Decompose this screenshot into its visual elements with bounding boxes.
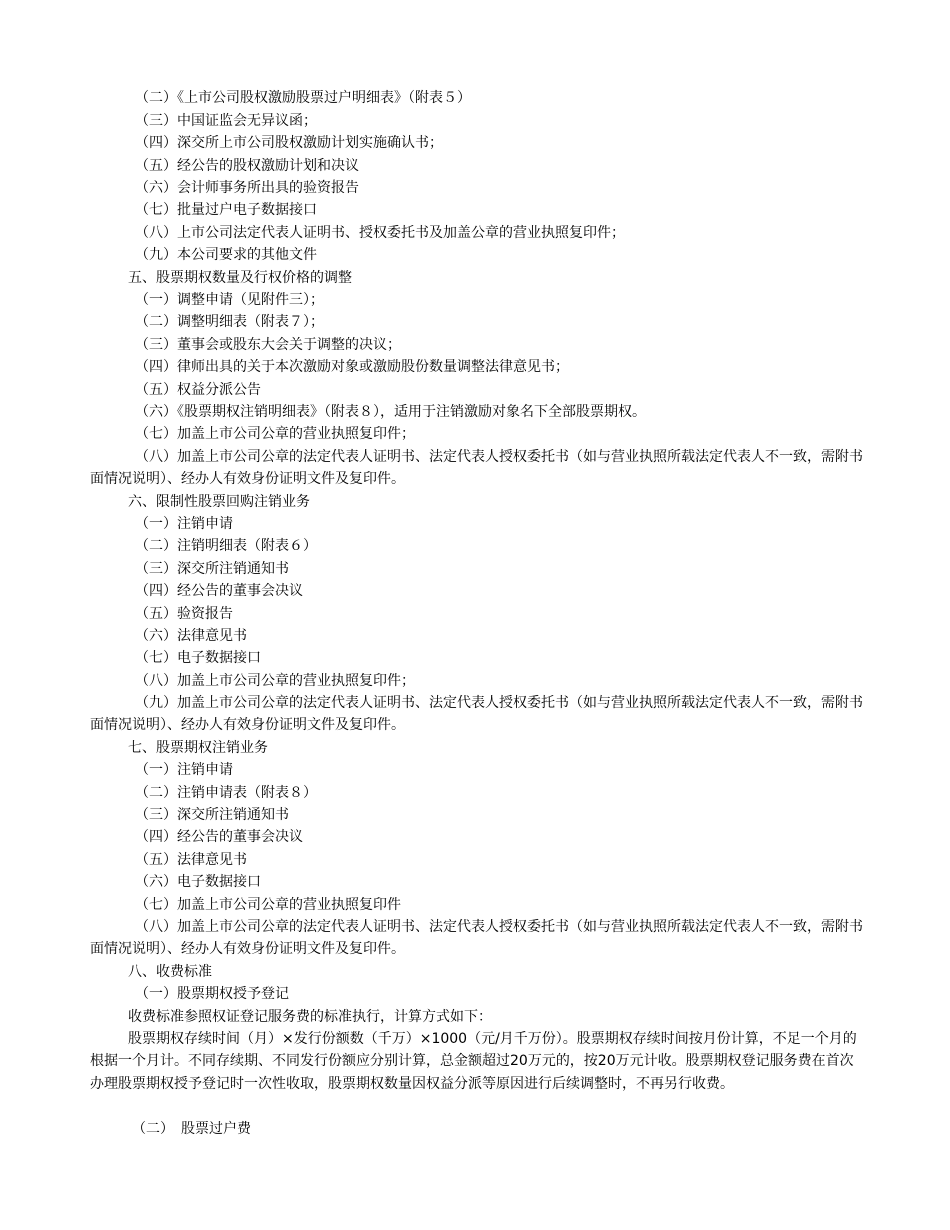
section-heading-5: 五、股票期权数量及行权价格的调整: [128, 270, 352, 286]
section-heading-6: 六、限制性股票回购注销业务: [128, 494, 310, 510]
paragraph-business-license: （七）加盖上市公司公章的营业执照复印件；: [135, 426, 415, 442]
section-heading-8: 八、收费标准: [128, 964, 212, 980]
paragraph-transfer-fee: （二） 股票过户费: [132, 1121, 251, 1137]
paragraph-legal-opinion: （六）法律意见书: [135, 628, 247, 644]
paragraph-incentive-plan: （五）经公告的股权激励计划和决议: [135, 158, 359, 174]
paragraph-cancel-application-2: （一）注销申请: [135, 762, 233, 778]
paragraph-cancel-detail-6: （二）注销明细表（附表６）: [135, 538, 317, 554]
paragraph-capital-report: （六）会计师事务所出具的验资报告: [135, 180, 359, 196]
paragraph-data-interface-2: （六）电子数据接口: [135, 874, 261, 890]
paragraph-data-interface: （七）电子数据接口: [135, 650, 261, 666]
paragraph-cancel-detail-8: （六）《股票期权注销明细表》（附表８），适用于注销激励对象名下全部股票期权。: [135, 404, 646, 420]
paragraph-cancel-application: （一）注销申请: [135, 516, 233, 532]
paragraph-business-license-2: （八）加盖上市公司公章的营业执照复印件；: [135, 673, 415, 689]
paragraph-dividend-notice: （五）权益分派公告: [135, 382, 261, 398]
paragraph-batch-interface: （七）批量过户电子数据接口: [135, 202, 317, 218]
paragraph-capital-report-2: （五）验资报告: [135, 606, 233, 622]
paragraph-fee-standard: 收费标准参照权证登记服务费的标准执行，计算方式如下：: [128, 1009, 492, 1025]
paragraph-legal-rep-certificate: （八）上市公司法定代表人证明书、授权委托书及加盖公章的营业执照复印件；: [135, 225, 625, 241]
paragraph-lawyer-opinion: （四）律师出具的关于本次激励对象或激励股份数量调整法律意见书；: [135, 359, 569, 375]
paragraph-board-resolution-3: （四）经公告的董事会决议: [135, 829, 303, 845]
paragraph-option-grant-registration: （一）股票期权授予登记: [135, 986, 289, 1002]
paragraph-attachment-5: （二）《上市公司股权激励股票过户明细表》（附表５）: [135, 90, 471, 106]
paragraph-csrc-letter: （三）中国证监会无异议函；: [135, 113, 317, 129]
paragraph-business-license-3: （七）加盖上市公司公章的营业执照复印件: [135, 897, 401, 913]
paragraph-board-resolution: （三）董事会或股东大会关于调整的决议；: [135, 337, 401, 353]
paragraph-other-documents: （九）本公司要求的其他文件: [135, 247, 317, 263]
paragraph-legal-rep-authorization-3: （八）加盖上市公司公章的法定代表人证明书、法定代表人授权委托书（如与营业执照所载法定代表人不一致，需附书面情况说明）、经办人有效身份证明文件及复印件。: [90, 919, 863, 958]
paragraph-szse-cancel-notice: （三）深交所注销通知书: [135, 561, 289, 577]
paragraph-board-resolution-2: （四）经公告的董事会决议: [135, 583, 303, 599]
paragraph-cancel-form-8: （二）注销申请表（附表８）: [135, 785, 317, 801]
paragraph-legal-rep-authorization: （八）加盖上市公司公章的法定代表人证明书、法定代表人授权委托书（如与营业执照所载法定代表人不一致，需附书面情况说明）、经办人有效身份证明文件及复印件。: [90, 449, 863, 488]
section-heading-7: 七、股票期权注销业务: [128, 740, 268, 756]
paragraph-fee-formula: 股票期权存续时间（月）×发行份额数（千万）×1000（元/月千万份）。股票期权存续时间按月份计算，不足一个月的根据一个月计。不同存续期、不同发行份额应分别计算，总金额超过20万元的，按20万元计收。股票期权登记服务费在首次办理股票期权授予登记时一次性收取，股票期权数量因权益分派等原因进行后续调整时，不再另行收费。: [90, 1031, 857, 1092]
paragraph-szse-confirmation: （四）深交所上市公司股权激励计划实施确认书；: [135, 135, 443, 151]
paragraph-adjust-application: （一）调整申请（见附件三）；: [135, 292, 324, 308]
paragraph-legal-rep-authorization-2: （九）加盖上市公司公章的法定代表人证明书、法定代表人授权委托书（如与营业执照所载法定代表人不一致，需附书面情况说明）、经办人有效身份证明文件及复印件。: [90, 695, 863, 734]
paragraph-adjust-detail: （二）调整明细表（附表７）；: [135, 314, 324, 330]
paragraph-szse-cancel-notice-2: （三）深交所注销通知书: [135, 807, 289, 823]
paragraph-legal-opinion-2: （五）法律意见书: [135, 852, 247, 868]
